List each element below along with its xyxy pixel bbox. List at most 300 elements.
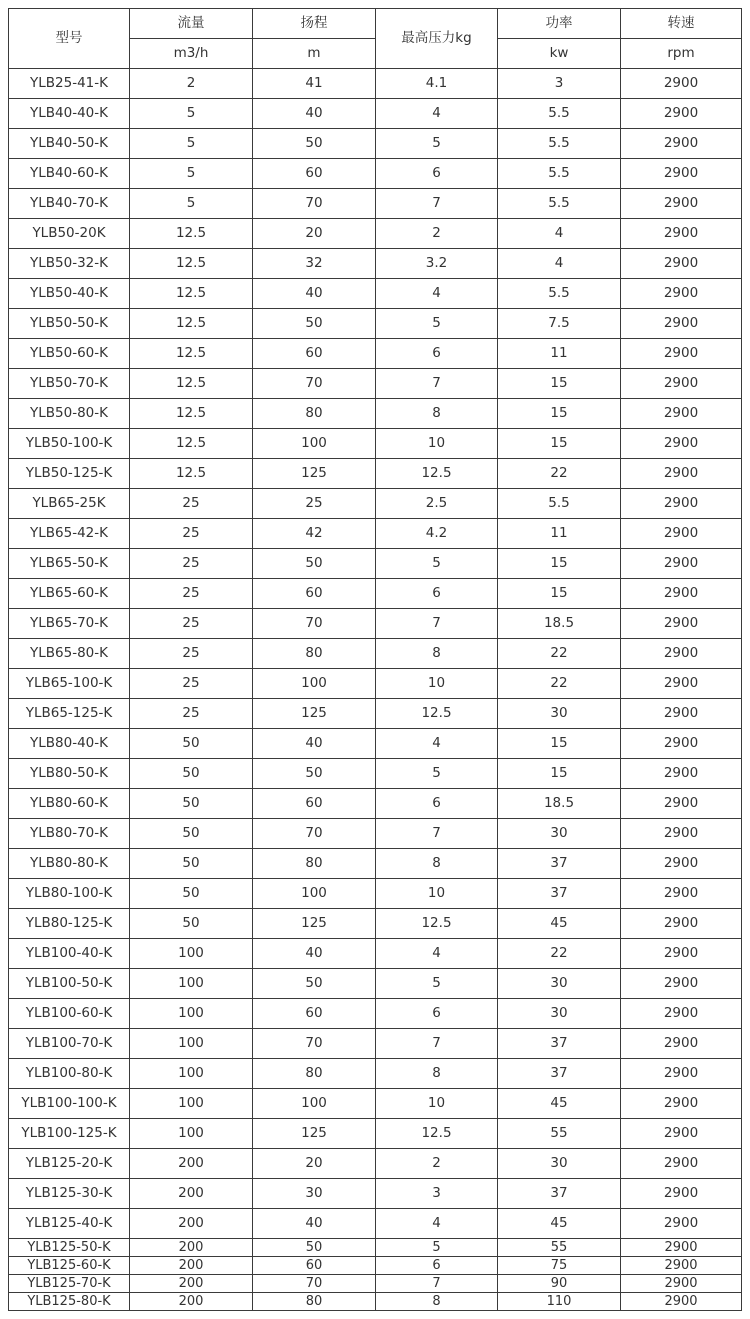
- cell-head: 40: [253, 729, 376, 759]
- table-row: [9, 669, 742, 699]
- cell-max-pressure: 4: [376, 729, 498, 759]
- cell-head: 80: [253, 639, 376, 669]
- cell-head: 40: [253, 1209, 376, 1239]
- cell-speed: 2900: [621, 1275, 742, 1293]
- header-max-pressure: 最高压力kg: [376, 9, 498, 69]
- cell-flow: 12.5: [130, 219, 253, 249]
- table-row: [9, 1059, 742, 1089]
- table-row: [9, 489, 742, 519]
- cell-model: YLB125-60-K: [9, 1257, 130, 1275]
- cell-head: 100: [253, 879, 376, 909]
- cell-max-pressure: 6: [376, 1257, 498, 1275]
- header-head: 扬程: [253, 9, 376, 39]
- cell-head: 50: [253, 129, 376, 159]
- cell-speed: 2900: [621, 879, 742, 909]
- cell-max-pressure: 6: [376, 999, 498, 1029]
- cell-speed: 2900: [621, 519, 742, 549]
- cell-head: 125: [253, 699, 376, 729]
- cell-head: 125: [253, 1119, 376, 1149]
- cell-model: YLB80-70-K: [9, 819, 130, 849]
- cell-speed: 2900: [621, 399, 742, 429]
- cell-power: 5.5: [498, 159, 621, 189]
- cell-flow: 200: [130, 1209, 253, 1239]
- cell-model: YLB125-20-K: [9, 1149, 130, 1179]
- cell-speed: 2900: [621, 1089, 742, 1119]
- cell-max-pressure: 4.1: [376, 69, 498, 99]
- cell-flow: 25: [130, 519, 253, 549]
- cell-head: 125: [253, 909, 376, 939]
- table-row: [9, 189, 742, 219]
- cell-speed: 2900: [621, 1149, 742, 1179]
- cell-model: YLB125-70-K: [9, 1275, 130, 1293]
- table-row: [9, 129, 742, 159]
- cell-power: 18.5: [498, 789, 621, 819]
- cell-max-pressure: 7: [376, 609, 498, 639]
- cell-power: 4: [498, 249, 621, 279]
- cell-max-pressure: 5: [376, 1239, 498, 1257]
- cell-model: YLB50-60-K: [9, 339, 130, 369]
- cell-model: YLB125-80-K: [9, 1293, 130, 1311]
- cell-speed: 2900: [621, 129, 742, 159]
- cell-power: 5.5: [498, 129, 621, 159]
- cell-speed: 2900: [621, 1209, 742, 1239]
- cell-flow: 200: [130, 1179, 253, 1209]
- cell-speed: 2900: [621, 489, 742, 519]
- cell-flow: 25: [130, 699, 253, 729]
- header-speed: 转速: [621, 9, 742, 39]
- cell-head: 100: [253, 429, 376, 459]
- cell-power: 15: [498, 549, 621, 579]
- cell-head: 20: [253, 219, 376, 249]
- cell-power: 75: [498, 1257, 621, 1275]
- cell-speed: 2900: [621, 459, 742, 489]
- cell-head: 50: [253, 969, 376, 999]
- cell-max-pressure: 4: [376, 99, 498, 129]
- cell-max-pressure: 10: [376, 879, 498, 909]
- cell-speed: 2900: [621, 669, 742, 699]
- cell-max-pressure: 6: [376, 579, 498, 609]
- cell-head: 125: [253, 459, 376, 489]
- table-row: [9, 789, 742, 819]
- cell-head: 20: [253, 1149, 376, 1179]
- cell-model: YLB50-125-K: [9, 459, 130, 489]
- cell-model: YLB100-80-K: [9, 1059, 130, 1089]
- table-row: [9, 1257, 742, 1275]
- cell-power: 45: [498, 1209, 621, 1239]
- cell-flow: 100: [130, 1029, 253, 1059]
- cell-head: 70: [253, 369, 376, 399]
- header-model: 型号: [9, 9, 130, 69]
- table-row: [9, 399, 742, 429]
- cell-head: 80: [253, 1293, 376, 1311]
- cell-power: 15: [498, 729, 621, 759]
- cell-flow: 12.5: [130, 459, 253, 489]
- header-flow: 流量: [130, 9, 253, 39]
- cell-speed: 2900: [621, 429, 742, 459]
- cell-speed: 2900: [621, 699, 742, 729]
- cell-model: YLB80-50-K: [9, 759, 130, 789]
- cell-max-pressure: 5: [376, 969, 498, 999]
- cell-flow: 5: [130, 129, 253, 159]
- table-row: [9, 1293, 742, 1311]
- cell-power: 110: [498, 1293, 621, 1311]
- cell-speed: 2900: [621, 1179, 742, 1209]
- table-row: [9, 729, 742, 759]
- cell-flow: 100: [130, 1119, 253, 1149]
- cell-speed: 2900: [621, 1293, 742, 1311]
- cell-speed: 2900: [621, 999, 742, 1029]
- cell-max-pressure: 12.5: [376, 699, 498, 729]
- cell-max-pressure: 10: [376, 429, 498, 459]
- cell-speed: 2900: [621, 1119, 742, 1149]
- cell-head: 60: [253, 339, 376, 369]
- cell-head: 100: [253, 1089, 376, 1119]
- table-row: [9, 759, 742, 789]
- cell-max-pressure: 10: [376, 669, 498, 699]
- cell-power: 37: [498, 1059, 621, 1089]
- cell-flow: 50: [130, 759, 253, 789]
- cell-flow: 200: [130, 1149, 253, 1179]
- cell-speed: 2900: [621, 69, 742, 99]
- cell-head: 50: [253, 309, 376, 339]
- cell-max-pressure: 7: [376, 1275, 498, 1293]
- table-row: [9, 159, 742, 189]
- cell-model: YLB40-60-K: [9, 159, 130, 189]
- cell-head: 80: [253, 399, 376, 429]
- cell-power: 90: [498, 1275, 621, 1293]
- cell-head: 50: [253, 549, 376, 579]
- cell-head: 70: [253, 1275, 376, 1293]
- table-row: [9, 1029, 742, 1059]
- cell-flow: 100: [130, 1089, 253, 1119]
- cell-speed: 2900: [621, 219, 742, 249]
- cell-head: 41: [253, 69, 376, 99]
- cell-head: 30: [253, 1179, 376, 1209]
- pump-spec-table: [8, 8, 742, 1311]
- cell-max-pressure: 7: [376, 369, 498, 399]
- cell-power: 4: [498, 219, 621, 249]
- cell-flow: 200: [130, 1239, 253, 1257]
- cell-speed: 2900: [621, 789, 742, 819]
- cell-head: 60: [253, 1257, 376, 1275]
- cell-max-pressure: 8: [376, 849, 498, 879]
- cell-head: 80: [253, 1059, 376, 1089]
- cell-head: 60: [253, 789, 376, 819]
- table-row: [9, 879, 742, 909]
- cell-speed: 2900: [621, 159, 742, 189]
- cell-power: 22: [498, 459, 621, 489]
- header-power: 功率: [498, 9, 621, 39]
- cell-head: 70: [253, 819, 376, 849]
- table-row: [9, 519, 742, 549]
- cell-power: 22: [498, 639, 621, 669]
- cell-max-pressure: 3: [376, 1179, 498, 1209]
- table-row: [9, 369, 742, 399]
- cell-flow: 12.5: [130, 429, 253, 459]
- cell-speed: 2900: [621, 969, 742, 999]
- cell-head: 42: [253, 519, 376, 549]
- cell-max-pressure: 4: [376, 939, 498, 969]
- cell-flow: 25: [130, 579, 253, 609]
- cell-flow: 12.5: [130, 369, 253, 399]
- cell-power: 7.5: [498, 309, 621, 339]
- cell-model: YLB40-40-K: [9, 99, 130, 129]
- cell-model: YLB40-50-K: [9, 129, 130, 159]
- cell-max-pressure: 3.2: [376, 249, 498, 279]
- cell-flow: 2: [130, 69, 253, 99]
- cell-speed: 2900: [621, 339, 742, 369]
- cell-speed: 2900: [621, 579, 742, 609]
- cell-max-pressure: 8: [376, 1293, 498, 1311]
- table-row: [9, 549, 742, 579]
- cell-model: YLB100-40-K: [9, 939, 130, 969]
- cell-max-pressure: 7: [376, 189, 498, 219]
- cell-flow: 100: [130, 969, 253, 999]
- table-row: [9, 849, 742, 879]
- cell-flow: 50: [130, 909, 253, 939]
- cell-speed: 2900: [621, 849, 742, 879]
- table-row: [9, 279, 742, 309]
- cell-head: 60: [253, 999, 376, 1029]
- cell-speed: 2900: [621, 1239, 742, 1257]
- table-row: [9, 1275, 742, 1293]
- cell-max-pressure: 7: [376, 819, 498, 849]
- cell-model: YLB65-42-K: [9, 519, 130, 549]
- cell-max-pressure: 12.5: [376, 459, 498, 489]
- cell-flow: 100: [130, 939, 253, 969]
- cell-power: 15: [498, 429, 621, 459]
- cell-model: YLB50-100-K: [9, 429, 130, 459]
- cell-flow: 25: [130, 639, 253, 669]
- cell-power: 3: [498, 69, 621, 99]
- table-row: [9, 939, 742, 969]
- header-row: [9, 9, 742, 39]
- cell-speed: 2900: [621, 819, 742, 849]
- cell-speed: 2900: [621, 279, 742, 309]
- cell-flow: 50: [130, 849, 253, 879]
- cell-model: YLB80-100-K: [9, 879, 130, 909]
- cell-power: 11: [498, 519, 621, 549]
- cell-model: YLB125-40-K: [9, 1209, 130, 1239]
- cell-head: 40: [253, 99, 376, 129]
- cell-max-pressure: 7: [376, 1029, 498, 1059]
- cell-flow: 25: [130, 549, 253, 579]
- cell-max-pressure: 8: [376, 1059, 498, 1089]
- cell-model: YLB65-80-K: [9, 639, 130, 669]
- unit-power: kw: [498, 39, 621, 69]
- cell-power: 30: [498, 699, 621, 729]
- table-row: [9, 459, 742, 489]
- cell-head: 40: [253, 939, 376, 969]
- table-row: [9, 1119, 742, 1149]
- cell-speed: 2900: [621, 609, 742, 639]
- cell-speed: 2900: [621, 909, 742, 939]
- table-row: [9, 819, 742, 849]
- table-row: [9, 969, 742, 999]
- cell-speed: 2900: [621, 1059, 742, 1089]
- table-row: [9, 309, 742, 339]
- cell-speed: 2900: [621, 249, 742, 279]
- table-row: [9, 1149, 742, 1179]
- cell-power: 30: [498, 819, 621, 849]
- cell-head: 32: [253, 249, 376, 279]
- table-row: [9, 909, 742, 939]
- cell-flow: 50: [130, 789, 253, 819]
- cell-model: YLB65-125-K: [9, 699, 130, 729]
- cell-flow: 25: [130, 489, 253, 519]
- cell-head: 50: [253, 759, 376, 789]
- table-row: [9, 219, 742, 249]
- table-row: [9, 1239, 742, 1257]
- cell-power: 37: [498, 1029, 621, 1059]
- cell-power: 55: [498, 1239, 621, 1257]
- cell-model: YLB50-32-K: [9, 249, 130, 279]
- cell-max-pressure: 12.5: [376, 909, 498, 939]
- cell-speed: 2900: [621, 759, 742, 789]
- table-row: [9, 1089, 742, 1119]
- cell-power: 22: [498, 939, 621, 969]
- cell-power: 15: [498, 759, 621, 789]
- cell-flow: 5: [130, 159, 253, 189]
- cell-head: 40: [253, 279, 376, 309]
- table-body: [9, 69, 742, 1311]
- unit-speed: rpm: [621, 39, 742, 69]
- cell-model: YLB100-125-K: [9, 1119, 130, 1149]
- cell-flow: 100: [130, 999, 253, 1029]
- cell-max-pressure: 6: [376, 159, 498, 189]
- cell-flow: 5: [130, 99, 253, 129]
- cell-speed: 2900: [621, 549, 742, 579]
- table-row: [9, 339, 742, 369]
- cell-speed: 2900: [621, 1029, 742, 1059]
- cell-model: YLB65-50-K: [9, 549, 130, 579]
- cell-power: 22: [498, 669, 621, 699]
- cell-power: 45: [498, 909, 621, 939]
- cell-max-pressure: 5: [376, 549, 498, 579]
- table-row: [9, 579, 742, 609]
- cell-max-pressure: 6: [376, 339, 498, 369]
- cell-power: 55: [498, 1119, 621, 1149]
- cell-max-pressure: 4: [376, 279, 498, 309]
- cell-power: 18.5: [498, 609, 621, 639]
- cell-flow: 200: [130, 1257, 253, 1275]
- unit-head: m: [253, 39, 376, 69]
- cell-head: 50: [253, 1239, 376, 1257]
- cell-model: YLB125-30-K: [9, 1179, 130, 1209]
- cell-flow: 5: [130, 189, 253, 219]
- cell-flow: 200: [130, 1275, 253, 1293]
- cell-model: YLB50-40-K: [9, 279, 130, 309]
- cell-head: 100: [253, 669, 376, 699]
- cell-model: YLB125-50-K: [9, 1239, 130, 1257]
- cell-head: 80: [253, 849, 376, 879]
- cell-power: 37: [498, 849, 621, 879]
- cell-model: YLB50-70-K: [9, 369, 130, 399]
- table-row: [9, 1179, 742, 1209]
- cell-model: YLB100-100-K: [9, 1089, 130, 1119]
- cell-max-pressure: 4.2: [376, 519, 498, 549]
- cell-max-pressure: 4: [376, 1209, 498, 1239]
- cell-power: 30: [498, 999, 621, 1029]
- cell-flow: 12.5: [130, 399, 253, 429]
- table-row: [9, 699, 742, 729]
- cell-flow: 12.5: [130, 339, 253, 369]
- cell-flow: 25: [130, 669, 253, 699]
- cell-model: YLB65-25K: [9, 489, 130, 519]
- cell-max-pressure: 2: [376, 1149, 498, 1179]
- table-row: [9, 249, 742, 279]
- cell-model: YLB65-70-K: [9, 609, 130, 639]
- cell-model: YLB65-100-K: [9, 669, 130, 699]
- cell-max-pressure: 12.5: [376, 1119, 498, 1149]
- cell-model: YLB80-125-K: [9, 909, 130, 939]
- cell-model: YLB80-80-K: [9, 849, 130, 879]
- cell-power: 37: [498, 879, 621, 909]
- cell-head: 70: [253, 609, 376, 639]
- cell-max-pressure: 2: [376, 219, 498, 249]
- cell-speed: 2900: [621, 99, 742, 129]
- cell-model: YLB80-40-K: [9, 729, 130, 759]
- cell-flow: 25: [130, 609, 253, 639]
- cell-max-pressure: 2.5: [376, 489, 498, 519]
- table-header: [9, 9, 742, 69]
- cell-max-pressure: 5: [376, 759, 498, 789]
- cell-flow: 12.5: [130, 309, 253, 339]
- cell-model: YLB100-60-K: [9, 999, 130, 1029]
- cell-speed: 2900: [621, 309, 742, 339]
- cell-speed: 2900: [621, 1257, 742, 1275]
- cell-flow: 100: [130, 1059, 253, 1089]
- cell-power: 37: [498, 1179, 621, 1209]
- cell-speed: 2900: [621, 189, 742, 219]
- cell-power: 5.5: [498, 99, 621, 129]
- cell-head: 70: [253, 189, 376, 219]
- cell-max-pressure: 5: [376, 309, 498, 339]
- cell-flow: 50: [130, 729, 253, 759]
- cell-max-pressure: 6: [376, 789, 498, 819]
- cell-model: YLB100-70-K: [9, 1029, 130, 1059]
- table-row: [9, 99, 742, 129]
- cell-model: YLB80-60-K: [9, 789, 130, 819]
- cell-flow: 50: [130, 819, 253, 849]
- table-row: [9, 999, 742, 1029]
- cell-flow: 200: [130, 1293, 253, 1311]
- cell-speed: 2900: [621, 639, 742, 669]
- cell-model: YLB25-41-K: [9, 69, 130, 99]
- cell-power: 15: [498, 579, 621, 609]
- cell-head: 60: [253, 159, 376, 189]
- cell-model: YLB100-50-K: [9, 969, 130, 999]
- table-row: [9, 609, 742, 639]
- cell-model: YLB65-60-K: [9, 579, 130, 609]
- cell-flow: 50: [130, 879, 253, 909]
- cell-speed: 2900: [621, 369, 742, 399]
- cell-model: YLB50-20K: [9, 219, 130, 249]
- cell-max-pressure: 8: [376, 399, 498, 429]
- cell-power: 5.5: [498, 279, 621, 309]
- table-row: [9, 639, 742, 669]
- cell-flow: 12.5: [130, 249, 253, 279]
- cell-max-pressure: 8: [376, 639, 498, 669]
- cell-head: 25: [253, 489, 376, 519]
- cell-max-pressure: 5: [376, 129, 498, 159]
- cell-power: 15: [498, 369, 621, 399]
- cell-speed: 2900: [621, 939, 742, 969]
- cell-power: 45: [498, 1089, 621, 1119]
- cell-max-pressure: 10: [376, 1089, 498, 1119]
- cell-power: 5.5: [498, 489, 621, 519]
- table-row: [9, 1209, 742, 1239]
